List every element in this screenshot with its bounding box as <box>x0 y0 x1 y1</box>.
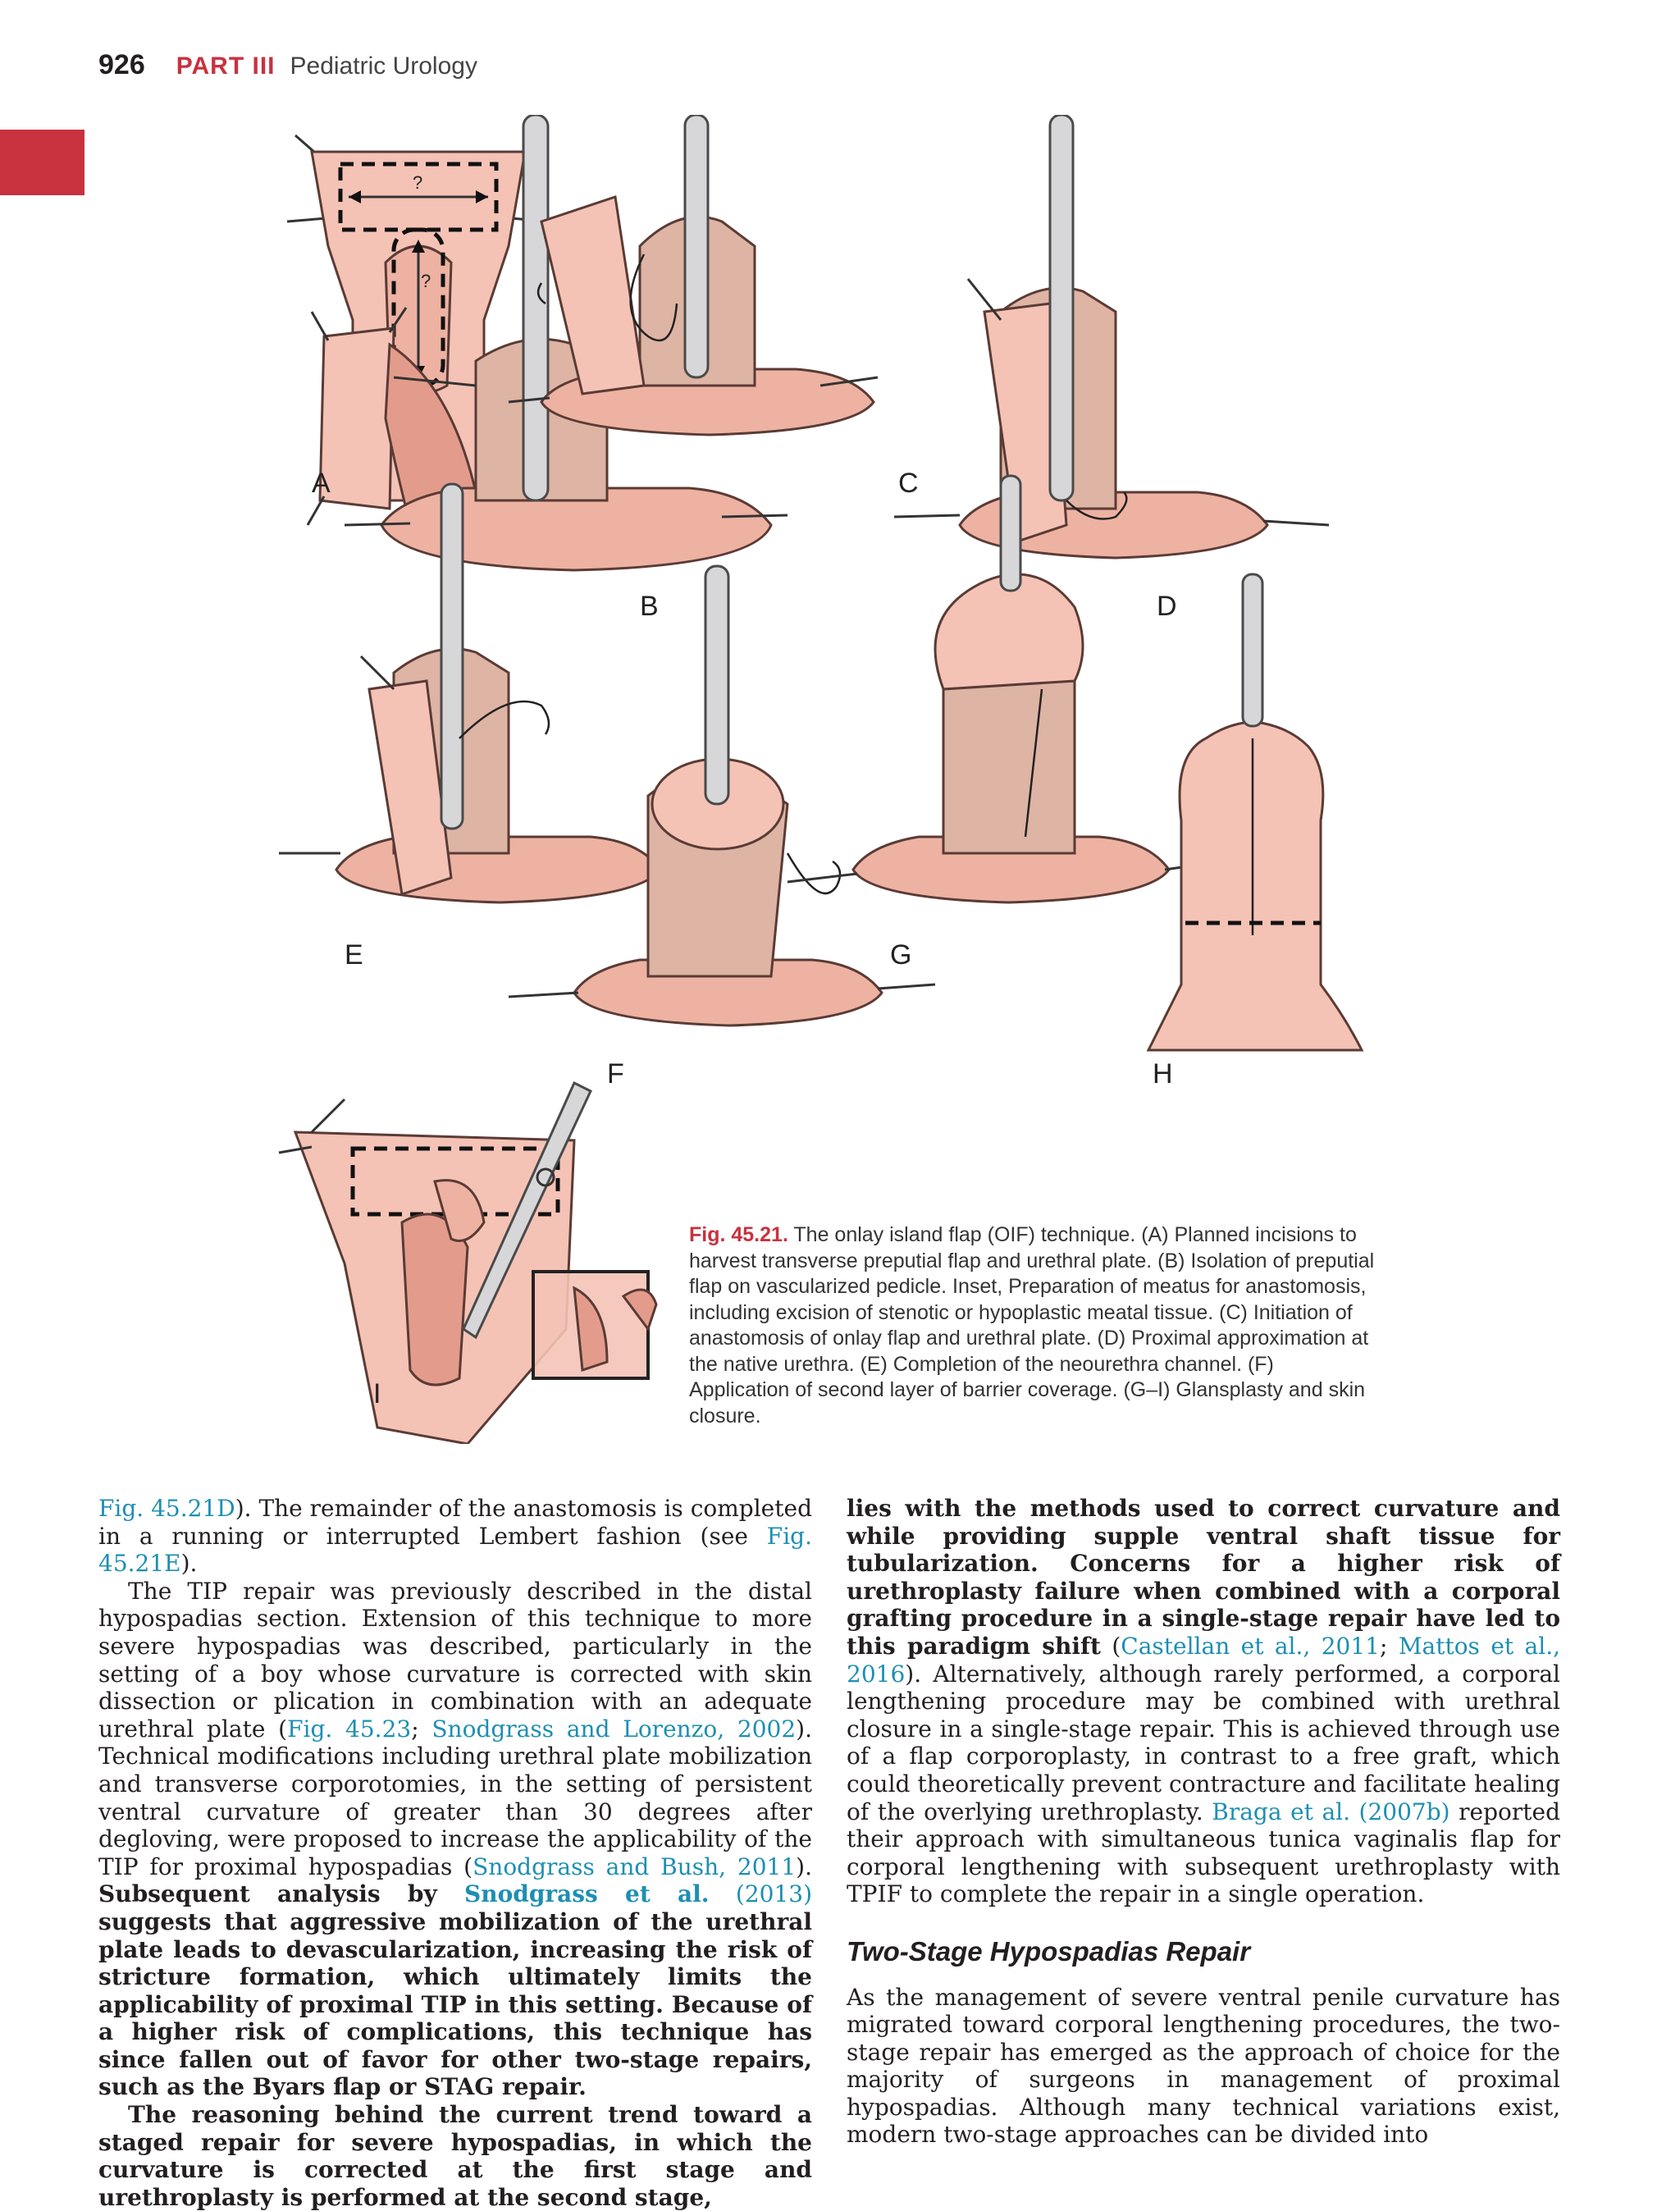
text-span: ; <box>411 1715 432 1743</box>
text-span: reported their approach with simultaneous tunica vaginalis flap for corporal lengthening with subsequent urethroplasty with TPIF to complete the repair in a single operation. <box>847 1798 1561 1908</box>
panel-f-drawing <box>509 566 935 1026</box>
left-column <box>98 1495 812 2211</box>
cite-snodgrass-bush-2011[interactable]: Snodgrass and Bush, 2011 <box>472 1852 797 1880</box>
fig-link-45-21e[interactable]: Fig. 45.21E <box>98 1522 812 1578</box>
bold-span: lies with the methods used to correct curvature and while providing supple ventral shaft tissue for tubularization. Concerns for a higher risk of urethroplasty failure when combined with a corporal grafting procedure in a single-stage repair have led to this paradigm shift <box>847 1495 1560 1660</box>
left-paragraph-1 <box>98 1495 812 1578</box>
marker-question-a1: ? <box>413 172 423 193</box>
section-heading: Two-Stage Hypospadias Repair <box>847 1935 1251 1967</box>
text-span: ). The remainder of the anastomosis is completed in a running or interrupted Lembert fashion (see <box>98 1495 812 1550</box>
panel-c-drawing <box>509 115 878 435</box>
cite-mattos-2016[interactable]: Mattos et al., 2016 <box>847 1632 1560 1688</box>
cite-snodgrass-et-al[interactable]: Snodgrass et al. <box>463 1880 710 1908</box>
right-paragraph-2: As the management of severe ventral penile curvature has migrated toward corporal lengthening procedures, the two-stage repair has emerged as the approach of choice for the majority of surgeons in management of proximal hypospadias. Although many technical variations exist, modern two-stage approaches can be divided into <box>847 1983 1560 2149</box>
chapter-tab <box>0 130 84 195</box>
text-span: ( <box>1100 1632 1121 1660</box>
right-paragraph-1 <box>847 1495 1560 1908</box>
panel-label-g: G <box>890 939 912 971</box>
panel-label-f: F <box>607 1058 624 1090</box>
panel-label-c: C <box>898 468 919 499</box>
cite-castellan-2011[interactable]: Castellan et al., 2011 <box>1121 1632 1380 1660</box>
marker-question-a2: ? <box>421 271 431 291</box>
figure-number: Fig. 45.21. <box>689 1223 788 1246</box>
text-span: ; <box>1379 1632 1399 1660</box>
page-number: 926 <box>98 49 145 80</box>
text-span: ). Technical modifications including urethral plate mobilization and transverse corporotomies, in the setting of persistent ventral curvature of greater than 30 degrees after degloving, were proposed to increase the applicability of the TIP for proximal hypospadias ( <box>98 1715 812 1880</box>
panel-i-drawing <box>279 1083 656 1444</box>
text-span: ). <box>796 1852 812 1880</box>
fig-link-45-21d[interactable]: Fig. 45.21D <box>98 1495 235 1522</box>
panel-h-drawing <box>1148 574 1362 1050</box>
bold-span: The reasoning behind the current trend toward a staged repair for severe hypospadias, in which the curvature is corrected at the first stage and urethroplasty is performed at the second stage, <box>98 2101 812 2211</box>
text-span: ). <box>180 1550 198 1578</box>
left-paragraph-3 <box>98 2101 812 2211</box>
panel-d-drawing <box>894 115 1329 558</box>
right-column <box>847 1495 1560 2149</box>
panel-label-e: E <box>345 939 363 971</box>
section-title: Pediatric Urology <box>290 53 477 80</box>
bold-span: suggests that aggressive mobilization of the urethral plate leads to devascularization, increasing the risk of stricture formation, which ultimately limits the applicability of proximal TIP in this setting. Because of a higher risk of complications, this technique has since fallen out of favor for other two-stage repairs, such as the Byars flap or STAG repair. <box>98 1907 812 2101</box>
text-span: The TIP repair was previously described in the distal hypospadias section. Extension of this technique to more severe hypospadias was described, particularly in the setting of a boy whose curvature is corrected with skin dissection or plication in combination with an adequate urethral plate ( <box>98 1577 812 1743</box>
cite-2013[interactable]: (2013) <box>735 1880 812 1908</box>
bold-span: Subsequent analysis by <box>98 1880 464 1908</box>
cite-braga-2007b[interactable]: Braga et al. (2007b) <box>1212 1798 1450 1825</box>
caption-text: The onlay island flap (OIF) technique. (A) Planned incisions to harvest transverse preputial flap and urethral plate. (B) Isolation of preputial flap on vascularized pedicle. Inset, Preparation of meatus for anastomosis, including excision of stenotic or hypoplastic meatal tissue. (C) Initiation of anastomosis of onlay flap and urethral plate. (D) Proximal approximation at the native urethra. (E) Completion of the neourethra channel. (F) Application of second layer of barrier coverage. (G–I) Glansplasty and skin closure. <box>689 1223 1375 1428</box>
left-paragraph-2 <box>98 1578 812 2101</box>
text-span: ). Alternatively, although rarely performed, a corporal lengthening procedure may be combined with urethral closure in a single-stage repair. This is achieved through use of a flap corporoplasty, in contrast to a free graft, which could theoretically prevent contracture and facilitate healing of the overlying urethroplasty. <box>847 1660 1560 1825</box>
part-label: PART III <box>176 53 276 80</box>
figure-caption <box>689 1222 1378 1429</box>
fig-link-45-23[interactable]: Fig. 45.23 <box>287 1715 412 1743</box>
panel-label-i: I <box>373 1378 381 1409</box>
cite-snodgrass-lorenzo-2002[interactable]: Snodgrass and Lorenzo, 2002 <box>431 1715 797 1743</box>
panel-label-a: A <box>312 468 331 499</box>
running-header <box>98 49 477 90</box>
panel-label-b: B <box>640 591 659 622</box>
panel-label-d: D <box>1157 591 1177 622</box>
panel-label-h: H <box>1153 1058 1173 1090</box>
